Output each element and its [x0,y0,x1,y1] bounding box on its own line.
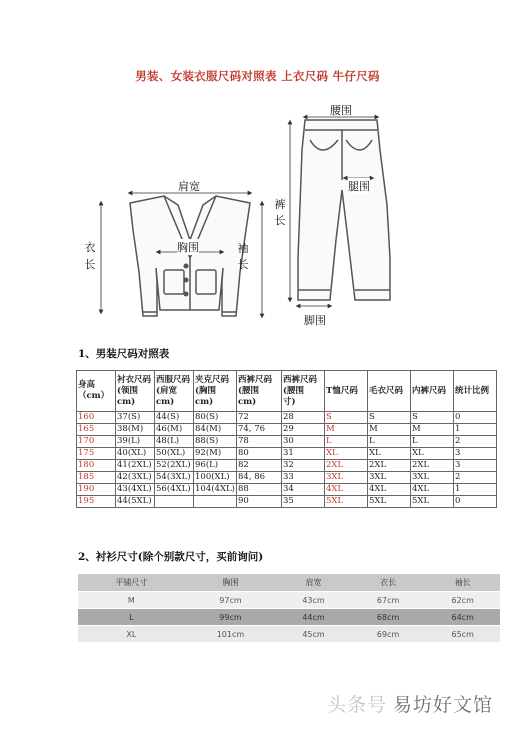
watermark [327,690,493,717]
men-table-cell: 31 [282,448,325,460]
men-table-cell: M [411,424,454,436]
jeans-drawing [298,120,390,300]
men-table-cell: 4XL [325,484,368,496]
men-table-cell: 72 [237,412,282,424]
men-header-cell: 身高 （cm） [77,371,116,412]
shirt-header-cell: 胸围 [185,574,277,592]
table-row [77,448,497,460]
men-table-cell: 39(L) [116,436,155,448]
shirt-table-cell: 43cm [276,592,351,609]
table-row [78,626,500,643]
men-table-cell: 44(S) [155,412,194,424]
shirt-header-cell: 肩宽 [276,574,351,592]
waist-label: 腰围 [330,104,352,117]
shirt-table-cell: 64cm [425,609,500,626]
men-table-cell: 34 [282,484,325,496]
shirt-header-cell: 衣长 [351,574,426,592]
men-header-cell: 衬衣尺码 (领围 cm) [116,371,155,412]
table-row [77,412,497,424]
sleeve-label-1: 袖 [237,242,249,255]
men-table-cell: 28 [282,412,325,424]
men-table-cell: 43(4XL) [116,484,155,496]
men-table-cell: 170 [77,436,116,448]
shirt-table-cell: M [78,592,185,609]
men-table-cell: 2 [454,472,497,484]
men-size-table [76,370,497,508]
shirt-table-cell: 45cm [276,626,351,643]
sleeve-label-2: 长 [237,258,249,271]
men-header-cell: 西裤尺码 (腰围 寸) [282,371,325,412]
men-table-cell: 33 [282,472,325,484]
men-table-cell: 3 [454,448,497,460]
shirt-table-cell: 67cm [351,592,426,609]
men-header-cell: T恤尺码 [325,371,368,412]
cardigan-drawing [130,196,250,316]
men-table-cell: 40(XL) [116,448,155,460]
men-table-cell: 3 [454,460,497,472]
table-row [77,436,497,448]
men-table-cell: 0 [454,496,497,508]
table-row [77,496,497,508]
table-row [77,472,497,484]
men-table-cell: 96(L) [194,460,237,472]
men-table-cell: 82 [237,460,282,472]
men-table-cell: XL [325,448,368,460]
men-table-cell: 78 [237,436,282,448]
men-table-cell: S [325,412,368,424]
men-table-cell: 92(M) [194,448,237,460]
men-header-cell: 内裤尺码 [411,371,454,412]
men-table-header-row [77,371,497,412]
men-table-cell: L [411,436,454,448]
table-row [78,592,500,609]
men-table-cell: 88 [237,484,282,496]
men-table-cell: 56(4XL) [155,484,194,496]
men-table-cell: 2XL [368,460,411,472]
men-table-cell: 195 [77,496,116,508]
watermark-prefix: 头条号 [326,694,387,716]
men-table-cell: 80(S) [194,412,237,424]
men-table-cell: 29 [282,424,325,436]
men-table-cell: S [411,412,454,424]
men-table-cell: 0 [454,412,497,424]
shirt-table-cell: L [78,609,185,626]
watermark-text: 易坊好文馆 [392,694,493,716]
men-header-cell: 毛衣尺码 [368,371,411,412]
shirt-table-header-row [78,574,500,592]
men-table-cell: 50(XL) [155,448,194,460]
men-table-cell: 52(2XL) [155,460,194,472]
hem-label: 脚围 [304,314,326,327]
men-table-cell: 30 [282,436,325,448]
men-table-cell: 48(L) [155,436,194,448]
shirt-table-cell: 69cm [351,626,426,643]
men-table-cell: S [368,412,411,424]
men-table-cell: L [368,436,411,448]
section-heading-men: 1、男装尺码对照表 [78,348,170,360]
men-table-cell: 3XL [368,472,411,484]
men-table-cell: 5XL [325,496,368,508]
men-table-cell: 90 [237,496,282,508]
shirt-table-cell: 65cm [425,626,500,643]
table-row [78,609,500,626]
men-table-cell: M [368,424,411,436]
men-table-body [77,412,497,508]
men-table-cell: 160 [77,412,116,424]
men-header-cell: 西服尺码 (肩宽 cm) [155,371,194,412]
shirt-table-cell: 101cm [185,626,277,643]
garment-illustration [0,0,515,340]
men-table-cell: 1 [454,424,497,436]
page-title: 男装、女装衣服尺码对照表 上衣尺码 牛仔尺码 [135,69,380,83]
men-table-cell: 175 [77,448,116,460]
men-table-cell: 32 [282,460,325,472]
men-table-cell: 180 [77,460,116,472]
men-table-cell: 104(4XL) [195,484,235,494]
men-table-cell: 100(XL) [194,472,237,484]
pants-length-label-2: 长 [274,214,286,227]
men-table-cell: 2 [454,436,497,448]
men-header-cell: 夹克尺码 (胸围 cm) [194,371,237,412]
shirt-table-cell: 68cm [351,609,426,626]
men-table-cell: 41(2XL) [116,460,155,472]
table-row [77,460,497,472]
men-table-cell: 38(M) [116,424,155,436]
shirt-size-table [78,574,500,643]
men-table-cell: 46(M) [155,424,194,436]
length-label-1: 衣 [84,241,96,254]
shirt-table-cell: 99cm [185,609,277,626]
size-diagram [0,0,515,340]
men-table-cell: 165 [77,424,116,436]
table-row [77,424,497,436]
men-table-cell: 84(M) [194,424,237,436]
men-table-cell: 74, 76 [237,424,282,436]
men-table-cell: 54(3XL) [155,472,194,484]
men-table-cell: M [325,424,368,436]
men-table-cell: 1 [454,484,497,496]
men-table-cell: 5XL [368,496,411,508]
men-table-cell [155,496,194,508]
men-table-cell: 42(3XL) [116,472,155,484]
men-table-cell: 44(5XL) [116,496,155,508]
chest-label: 胸围 [177,241,199,254]
men-table-cell [194,496,237,508]
shoulder-width-label: 肩宽 [178,180,200,193]
length-label-2: 长 [84,258,96,271]
men-table-cell: 88(S) [194,436,237,448]
men-table-cell: 2XL [325,460,368,472]
table-row [77,484,497,496]
men-table-cell: 4XL [411,484,454,496]
men-table-cell: 4XL [368,484,411,496]
men-header-cell: 西裤尺码 (腰围 cm) [237,371,282,412]
men-table-cell: XL [368,448,411,460]
shirt-header-cell: 平铺尺寸 [78,574,185,592]
shirt-table-cell: 97cm [185,592,277,609]
shirt-table-cell: XL [78,626,185,643]
men-table-cell: 2XL [411,460,454,472]
thigh-label: 腿围 [348,180,370,193]
shirt-table-cell: 44cm [276,609,351,626]
men-table-cell: L [325,436,368,448]
men-header-cell: 统计比例 [454,371,497,412]
men-table-cell: 80 [237,448,282,460]
men-table-cell: 190 [77,484,116,496]
shirt-table-cell: 62cm [425,592,500,609]
section-heading-shirt: 2、衬衫尺寸(除个别款尺寸，买前询问) [78,551,264,563]
shirt-table-body [78,592,500,643]
men-table-cell: 84, 86 [237,472,282,484]
men-table-cell: 3XL [411,472,454,484]
men-table-cell: 185 [77,472,116,484]
pants-length-label-1: 裤 [274,198,286,211]
men-table-cell: XL [411,448,454,460]
shirt-header-cell: 袖长 [425,574,500,592]
men-table-cell: 35 [282,496,325,508]
men-table-cell: 5XL [411,496,454,508]
men-table-cell: 37(S) [116,412,155,424]
men-table-cell: 3XL [325,472,368,484]
